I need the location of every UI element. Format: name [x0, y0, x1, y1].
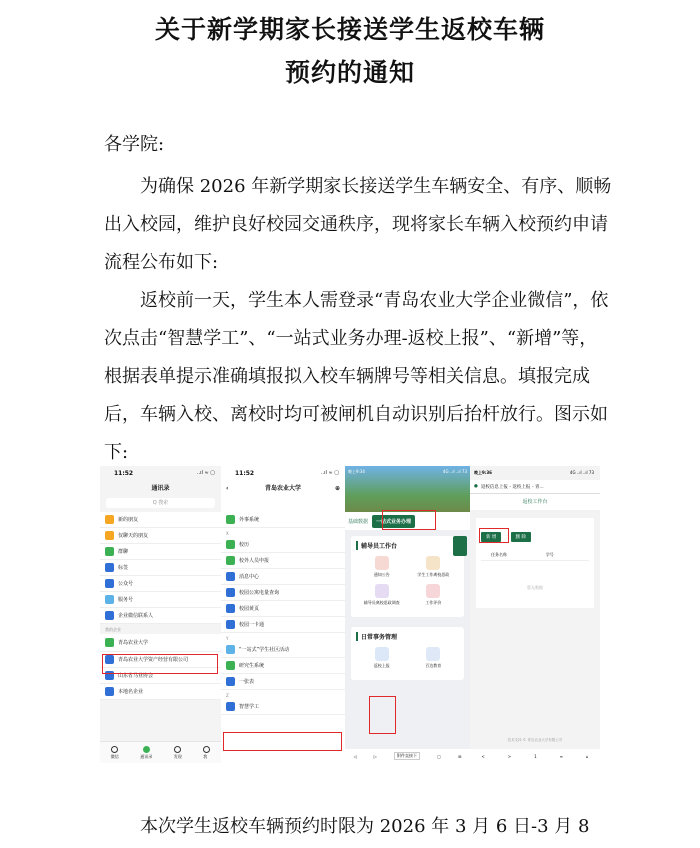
- approval-badge[interactable]: [453, 536, 467, 556]
- contact-row[interactable]: 群聊: [100, 544, 221, 560]
- org-row-qau[interactable]: 青岛农业大学: [100, 634, 221, 652]
- app-row[interactable]: 校园一卡通: [221, 617, 345, 633]
- card-title: 日常事务管理: [356, 632, 459, 641]
- home-icon[interactable]: ⌂: [585, 753, 589, 759]
- contact-row[interactable]: 新的朋友: [100, 512, 221, 528]
- grid-item-return-report[interactable]: 返校上报: [356, 647, 408, 669]
- chat-icon: [111, 746, 118, 753]
- col-student-id: 学号: [545, 552, 554, 557]
- status-time: 晚上9:34: [348, 469, 365, 474]
- contact-row[interactable]: 服务号: [100, 592, 221, 608]
- highlight-box: [369, 696, 396, 734]
- section-label: 我的企业: [100, 624, 221, 634]
- app-icon: [226, 661, 235, 670]
- app-row[interactable]: 外事系统: [221, 512, 345, 528]
- paragraph-1: 为确保 2026 年新学期家长接送学生车辆安全、有序、顺畅出入校园，维护良好校园交通秩序，现将家长车辆入校预约申请流程公布如下:: [104, 176, 612, 273]
- contact-row[interactable]: 企业微信联系人: [100, 608, 221, 624]
- org-icon: [105, 687, 114, 696]
- tab-bar: [100, 741, 221, 763]
- group-chat-icon: [105, 547, 114, 556]
- education-icon: [426, 647, 440, 661]
- status-icons: ..ıl ≈ ▢: [320, 470, 339, 476]
- service-account-icon: [105, 595, 114, 604]
- screenshot-one-stop: [345, 466, 470, 763]
- grid-item[interactable]: 辅导员离校思政调查: [356, 584, 408, 606]
- counselor-card: [351, 536, 464, 617]
- tab-one-stop[interactable]: 一站式业务办理: [372, 515, 415, 528]
- notice-icon: [375, 556, 389, 570]
- delete-button[interactable]: 删 除: [511, 532, 531, 542]
- search-box[interactable]: Q 搜索: [106, 498, 215, 508]
- work-icon: [426, 556, 440, 570]
- report-icon: [375, 647, 389, 661]
- table-header: [481, 552, 589, 561]
- student-affairs-icon: [226, 702, 235, 711]
- campus-banner: [345, 466, 470, 512]
- letter-x: X: [221, 528, 345, 537]
- col-task-name: 任务名称: [491, 552, 507, 557]
- org-header: ‹ 青岛农业大学 ⊕: [221, 480, 345, 498]
- work-contacts-icon: [105, 611, 114, 620]
- compass-icon: [174, 746, 181, 753]
- grid-item[interactable]: 工作评价: [408, 584, 460, 606]
- app-row-smart-affairs[interactable]: 智慧学工: [221, 699, 345, 715]
- app-row[interactable]: 校园公寓电量查询: [221, 585, 345, 601]
- status-icons: ..ıl ≈ ▢: [196, 470, 215, 476]
- app-title: 返校工作台: [470, 494, 600, 510]
- org-row[interactable]: 本地名企业: [100, 684, 221, 700]
- calendar-icon: [226, 540, 235, 549]
- doc-title-line2: 预约的通知: [284, 58, 415, 87]
- app-icon: [226, 556, 235, 565]
- shield-icon: ●: [474, 484, 478, 489]
- app-row[interactable]: 校园黄页: [221, 601, 345, 617]
- paragraph-2: 返校前一天，学生本人需登录“青岛农业大学企业微信”，依次点击“智慧学工”、“一站式业务办理-返校上报”、“新增”等，根据表单提示准确填报拟入校车辆牌号等相关信息。填报完成后，车辆入校、离校时均可被闸机自动识别后抬杆放行。图示如下:: [104, 290, 609, 463]
- tabs-icon[interactable]: 1: [534, 753, 537, 759]
- contact-row[interactable]: 公众号: [100, 576, 221, 592]
- back-icon[interactable]: <: [481, 753, 485, 759]
- contact-row[interactable]: 标签: [100, 560, 221, 576]
- highlight-box: [382, 510, 436, 530]
- forward-icon[interactable]: >: [507, 753, 512, 759]
- evaluation-icon: [426, 584, 440, 598]
- download-button[interactable]: 附件直接下: [394, 752, 420, 760]
- contacts-icon: [143, 746, 150, 753]
- back-icon[interactable]: ◁: [353, 753, 357, 759]
- form-icon: [226, 677, 235, 686]
- screenshot-strip: [100, 466, 600, 763]
- tab-basic-data[interactable]: 基础数据: [348, 518, 369, 525]
- tab-discover[interactable]: 发现: [174, 746, 182, 760]
- message-icon: [226, 572, 235, 581]
- window-icon[interactable]: ▢: [437, 753, 441, 759]
- contact-row[interactable]: 仅聊天的朋友: [100, 528, 221, 544]
- app-row[interactable]: 一张表: [221, 674, 345, 690]
- app-icon: [226, 515, 235, 524]
- browser-nav: [345, 749, 470, 763]
- letter-y: Y: [221, 633, 345, 642]
- back-chevron-icon[interactable]: ‹: [226, 485, 229, 492]
- app-row[interactable]: 研究生系统: [221, 658, 345, 674]
- app-row[interactable]: “一站式”学生社区活动: [221, 642, 345, 658]
- tab-me[interactable]: 我: [203, 746, 210, 760]
- status-icons: 4G ..ıl ..ıl 73: [569, 470, 594, 475]
- card-title: 辅导员工作台: [356, 541, 459, 550]
- org-row[interactable]: 青岛农业大学资产经营有限公司: [100, 652, 221, 668]
- grid-item[interactable]: 通知公告: [356, 556, 408, 578]
- highlight-box: [479, 528, 509, 543]
- tag-icon: [105, 563, 114, 572]
- app-row[interactable]: 校外人员申报: [221, 553, 345, 569]
- screenshot-return-report: [470, 466, 600, 763]
- chat-only-icon: [105, 531, 114, 540]
- community-icon: [226, 645, 235, 654]
- browser-nav: [470, 749, 600, 763]
- app-row[interactable]: 校历: [221, 537, 345, 553]
- tab-chats[interactable]: 微信: [111, 746, 119, 760]
- status-time: 晚上9:36: [474, 470, 492, 475]
- screenshot-enterprise-apps: [221, 466, 345, 763]
- survey-icon: [375, 584, 389, 598]
- person-icon: [203, 746, 210, 753]
- empty-state: 暂无数据: [527, 585, 543, 590]
- status-icons: 4G ..ıl ..ıl 73: [442, 469, 467, 474]
- affairs-card: [351, 627, 464, 680]
- app-row[interactable]: 消息中心: [221, 569, 345, 585]
- status-time: 11:52: [114, 470, 134, 477]
- grid-item[interactable]: 学生工作离校思政: [408, 556, 460, 578]
- highlight-box: [223, 732, 342, 751]
- letter-z: Z: [221, 690, 345, 699]
- footer-text: 技术支持 © 青岛农业大学有限公司: [507, 738, 563, 742]
- highlight-box: [102, 654, 218, 674]
- power-icon: [226, 588, 235, 597]
- add-icon[interactable]: ⊕: [334, 485, 340, 492]
- screenshot-wechat-contacts: [100, 466, 221, 763]
- contacts-header: 通讯录: [151, 485, 170, 492]
- greeting: 各学院:: [104, 134, 165, 155]
- card-icon: [226, 620, 235, 629]
- paragraph-3: 本次学生返校车辆预约时限为 2026 年 3 月 6 日-3 月 8: [140, 816, 590, 837]
- new-friends-icon: [105, 515, 114, 524]
- doc-title-line1: 关于新学期家长接送学生返校车辆: [154, 15, 545, 44]
- phonebook-icon: [226, 604, 235, 613]
- grid-icon[interactable]: ⊞: [458, 753, 462, 759]
- org-row[interactable]: 山东省马业协会: [100, 668, 221, 684]
- menu-icon[interactable]: ≡: [559, 753, 563, 759]
- grid-item[interactable]: 百边教育: [408, 647, 460, 669]
- university-logo-icon: [105, 638, 114, 647]
- url-bar[interactable]: ● 返校信息上报 - 返校上报 - 青...: [470, 480, 600, 494]
- forward-icon[interactable]: ▷: [373, 753, 377, 759]
- tab-contacts[interactable]: 通讯录: [140, 746, 152, 760]
- official-account-icon: [105, 579, 114, 588]
- status-time: 11:52: [235, 470, 255, 477]
- add-button[interactable]: 新 增: [481, 532, 501, 542]
